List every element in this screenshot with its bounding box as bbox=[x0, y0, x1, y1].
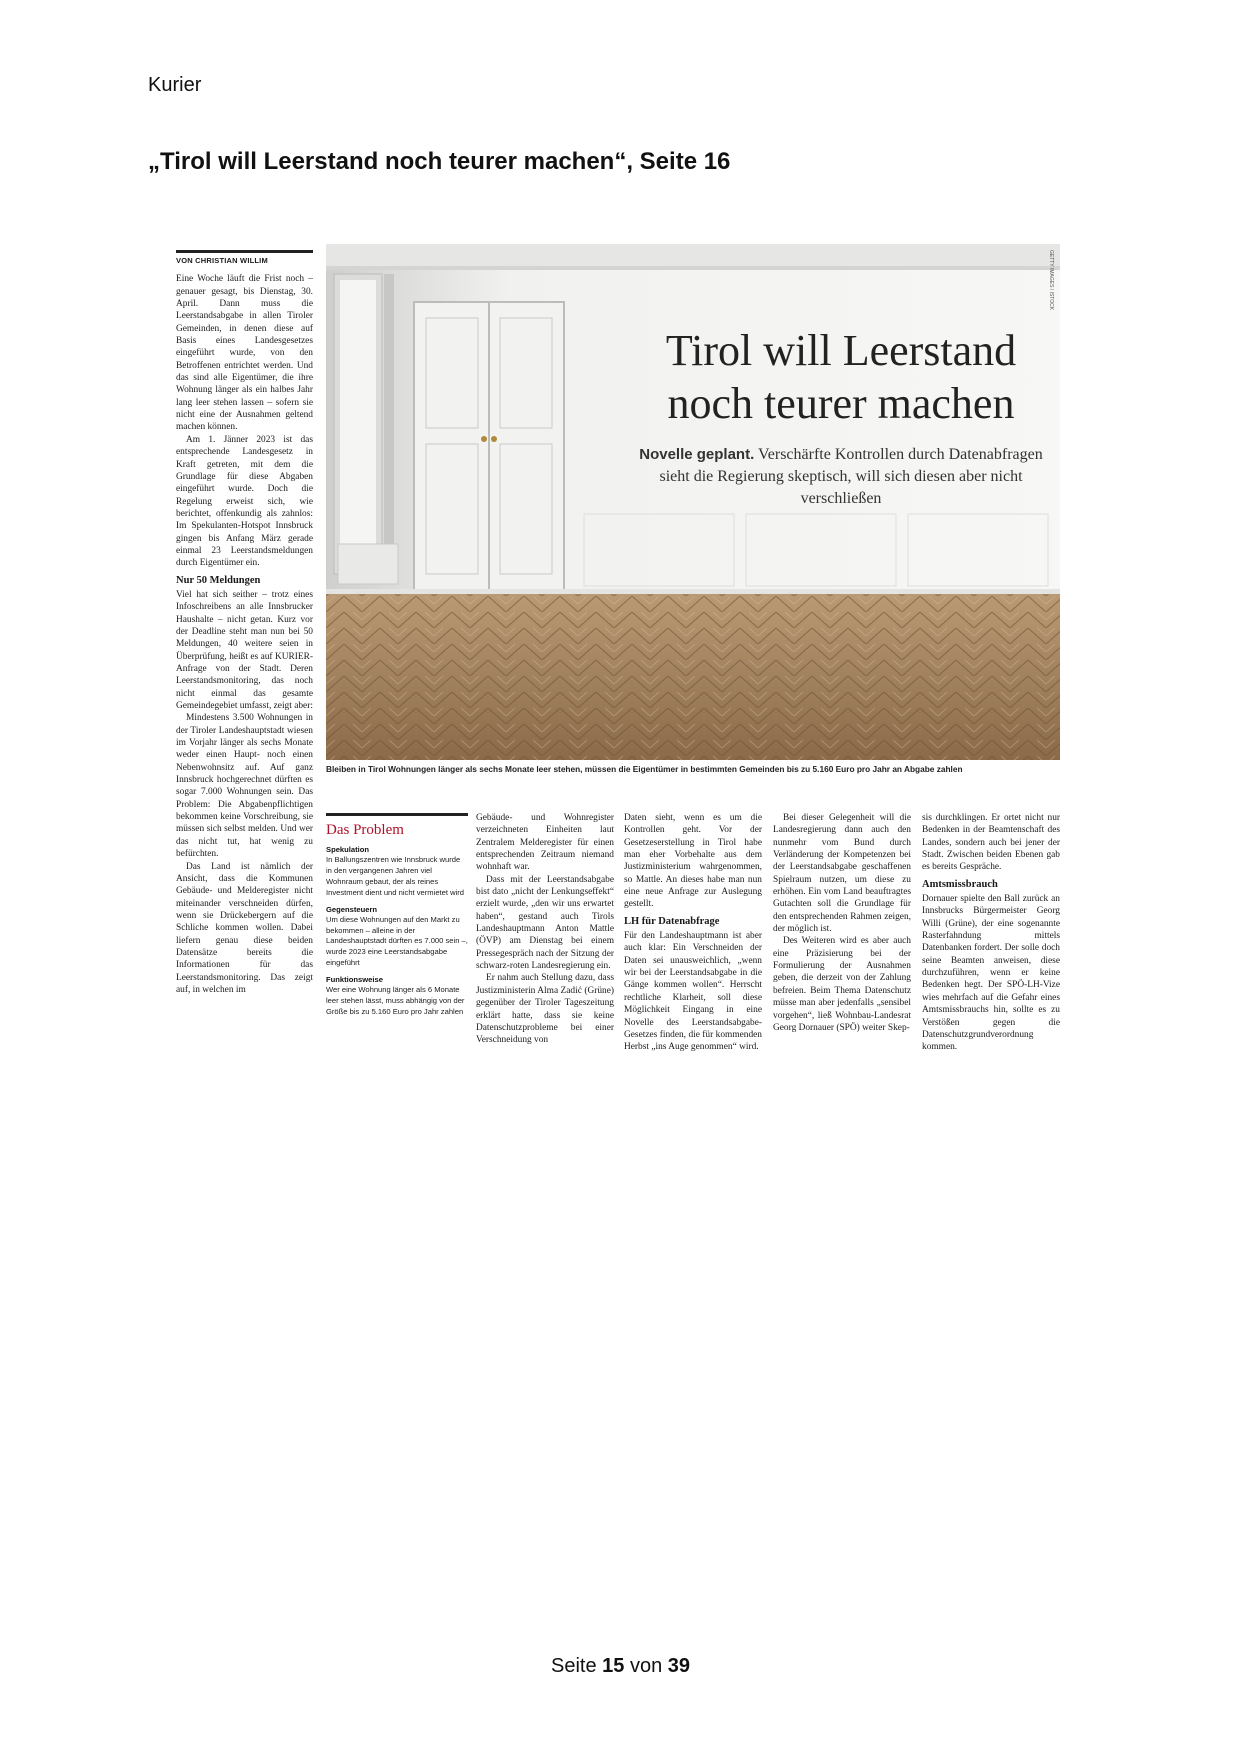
paragraph: Gebäude- und Wohnregister verzeichneten Einheiten laut Zentralem Melderegister für einen entsprechenden Zeitraum niemand wohnhaft war. bbox=[476, 813, 614, 873]
photo-caption: Bleiben in Tirol Wohnungen länger als sechs Monate leer stehen, müssen die Eigentümer in bestimmten Gemeinden bis zu 5.160 Euro pro Jahr an Abgabe zahlen bbox=[326, 764, 963, 774]
subheading: LH für Datenabfrage bbox=[624, 915, 720, 927]
byline: VON CHRISTIAN WILLIM bbox=[176, 250, 313, 267]
subheading: Nur 50 Meldungen bbox=[176, 574, 261, 586]
paragraph: Dornauer spielte den Ball zurück an Innsbrucks Bürgermeister Georg Willi (Grüne), der eine sogenannte Rasterfahndung mittels Datenbanken fordert. Der solle doch seine Beamten anweisen, diese durchzuführen, wenn er keine Bedenken hegt. Der SPÖ-LH-Vize wies mehrfach auf die Gefahr eines Amtsmissbrauchs hin, sollte es zu Verstößen gegen die Datenschutzgrundverordnung kommen. bbox=[922, 894, 1060, 1053]
paragraph: Das Land ist nämlich der Ansicht, dass die Kommunen Gebäude- und Melderegister nicht miteinander verschneiden dürfen, wenn sie Drückebergern auf die Schliche kommen wollen. Dabei liefern genau diese beiden Datensätze bereits die Informationen für das Leerstandsmonitoring. Das zeigt auf, in welchen im bbox=[176, 861, 313, 995]
article-column-3 bbox=[476, 812, 614, 1047]
page-number: Seite 15 von 39 bbox=[550, 1655, 691, 1677]
subheading: Amtsmissbrauch bbox=[922, 878, 998, 890]
article-photo bbox=[326, 244, 1060, 760]
problem-heading: Spekulation bbox=[326, 845, 370, 854]
paragraph: Des Weiteren wird es aber auch eine Präzisierung bei der Formulierung der Ausnahmen geben, die derzeit von der Zahlung befreien. Beim Thema Datenschutz müsse man aber jedenfalls „sensibel vorgehen“, ließ Wohnbau-Landesrat Georg Dornauer (SPÖ) weiter Skep- bbox=[773, 936, 911, 1033]
problem-text: In Ballungszentren wie Innsbruck wurde in den vergangenen Jahren viel Wohnraum gebaut, der als reines Investment dient und nicht vermietet wird bbox=[326, 855, 465, 897]
article-column-5 bbox=[773, 812, 911, 1034]
newspaper-clipping bbox=[176, 244, 1060, 1074]
lead-body: Verschärfte Kontrollen durch Datenabfragen sieht die Regierung skeptisch, will sich diesen aber nicht verschließen bbox=[659, 446, 1043, 507]
paragraph: sis durchklingen. Er ortet nicht nur Bedenken in der Beamtenschaft des Landes, sondern auch bei jener der Stadt. Zwischen beiden Ebenen gab es bereits Gespräche. bbox=[922, 813, 1060, 873]
paragraph: Eine Woche läuft die Frist noch – genauer gesagt, bis Dienstag, 30. April. Dann muss die Leerstandsabgabe in allen Tiroler Gemeinden, in denen diese auf Basis eines Landesgesetzes eingeführt wurde, von den Betroffenen entrichtet werden. Und das sind alle Eigentümer, die ihre Wohnung länger als ein halbes Jahr lang leer stehen lassen – sofern sie nicht eine der Ausnahmen geltend machen können. bbox=[176, 274, 313, 433]
article-column-4 bbox=[624, 812, 762, 1054]
problem-text: Wer eine Wohnung länger als 6 Monate leer stehen lässt, muss abhängig von der Größe bis zu 5.160 Euro pro Jahr zahlen bbox=[326, 985, 465, 1016]
lead-text bbox=[626, 444, 1056, 510]
paragraph: Dass mit der Leerstandsabgabe bist dato „nicht der Lenkungseffekt“ erzielt wurde, „den wir uns erwartet haben“, gestand auch Tirols Landeshauptmann Anton Mattle (ÖVP) am Dienstag bei einem Pressegespräch nach der Sitzung der schwarz-roten Landesregierung ein. bbox=[476, 874, 614, 972]
paragraph: Mindestens 3.500 Wohnungen in der Tiroler Landeshauptstadt wiesen im Vorjahr länger als sechs Monate weder einen Haupt- noch einen Nebenwohnsitz auf. Auf ganz Innsbruck hochgerechnet dürften es sogar 7.000 Wohnungen sein. Das Problem: Die Abgabenpflichtigen bekommen keine Vorschreibung, sie müssen sich selbst melden. Und wer das nicht tut, hat wenig zu befürchten. bbox=[176, 713, 313, 860]
problem-text: Um diese Wohnungen auf den Markt zu bekommen – alleine in der Landeshauptstadt dürften es 7.000 sein –, wurde 2023 eine Leerstandsabgabe eingeführt bbox=[326, 914, 468, 968]
paragraph: Bei dieser Gelegenheit will die Landesregierung dann auch den nunmehr vom Bund durch Verländerung der Kompetenzen bei der Leerstandsabgabe geschaffenen Spielraum nutzen, um diese zu erhöhen. Ein vom Land beauftragtes Gutachten soll die Grundlage für den entsprechenden Rahmen zeigen, der möglich ist. bbox=[773, 813, 911, 935]
paragraph: Am 1. Jänner 2023 ist das entsprechende Landesgesetz in Kraft getreten, mit dem die Grundlage für diese Abgaben eingeführt wurde. Doch die Regelung erweist sich, wie berichtet, offenkundig als zahnlos: Im Spekulanten-Hotspot Innsbruck gingen bis Anfang März gerade einmal 23 Leerstandsmeldungen durch Eigentümer ein. bbox=[176, 434, 313, 569]
source-label: Kurier bbox=[148, 74, 202, 96]
paragraph: Für den Landeshauptmann ist aber auch klar: Ein Verschneiden der Daten sei unausweichlich, „wenn wir bei der Leerstandsabgabe in die Gänge kommen wollen“. Herrscht rechtliche Klarheit, soll diese Möglichkeit Eingang in eine Novelle des Leerstandsabgabe-Gesetzes finden, die für kommenden Herbst „ins Auge genommen“ wird. bbox=[624, 931, 762, 1053]
paragraph: Er nahm auch Stellung dazu, dass Justizministerin Alma Zadić (Grüne) gegenüber der Tiroler Tageszeitung erklärt hatte, dass sie keine Datenschutzprobleme bei einer Verschneidung von bbox=[476, 973, 614, 1046]
paragraph: Daten sieht, wenn es um die Kontrollen geht. Vor der Gesetzeserstellung in Tirol habe man eher Vorbehalte aus dem Justizministerium wahrgenommen, so Mattle. An dieses habe man nun eine neue Anfrage zur Auslegung gestellt. bbox=[624, 813, 762, 910]
article-column-1 bbox=[176, 250, 313, 996]
headline: Tirol will Leerstand noch teurer machen bbox=[665, 326, 1017, 428]
problem-heading: Gegensteuern bbox=[326, 904, 378, 914]
photo-credit: GETTY IMAGES / ISTOCK bbox=[1048, 250, 1054, 311]
paragraph: Viel hat sich seither – trotz eines Infoschreibens an alle Innsbrucker Haushalte – nicht getan. Kurz vor der Deadline steht man nun bei 50 Meldungen, 40 weitere seien in Überprüfung, heißt es auf KURIER-Anfrage von der Stadt. Deren Leerstandsmonitoring, das noch nicht einmal das gesamte Gemeindegebiet umfasst, zeigt aber: bbox=[176, 589, 313, 712]
lead-label: Novelle geplant. bbox=[639, 446, 755, 463]
article-column-6 bbox=[922, 812, 1060, 1054]
problem-heading: Funktionsweise bbox=[326, 975, 383, 985]
document-title: „Tirol will Leerstand noch teurer machen“, Seite 16 bbox=[148, 148, 731, 175]
problem-box bbox=[326, 813, 468, 1018]
problem-title: Das Problem bbox=[326, 822, 404, 838]
